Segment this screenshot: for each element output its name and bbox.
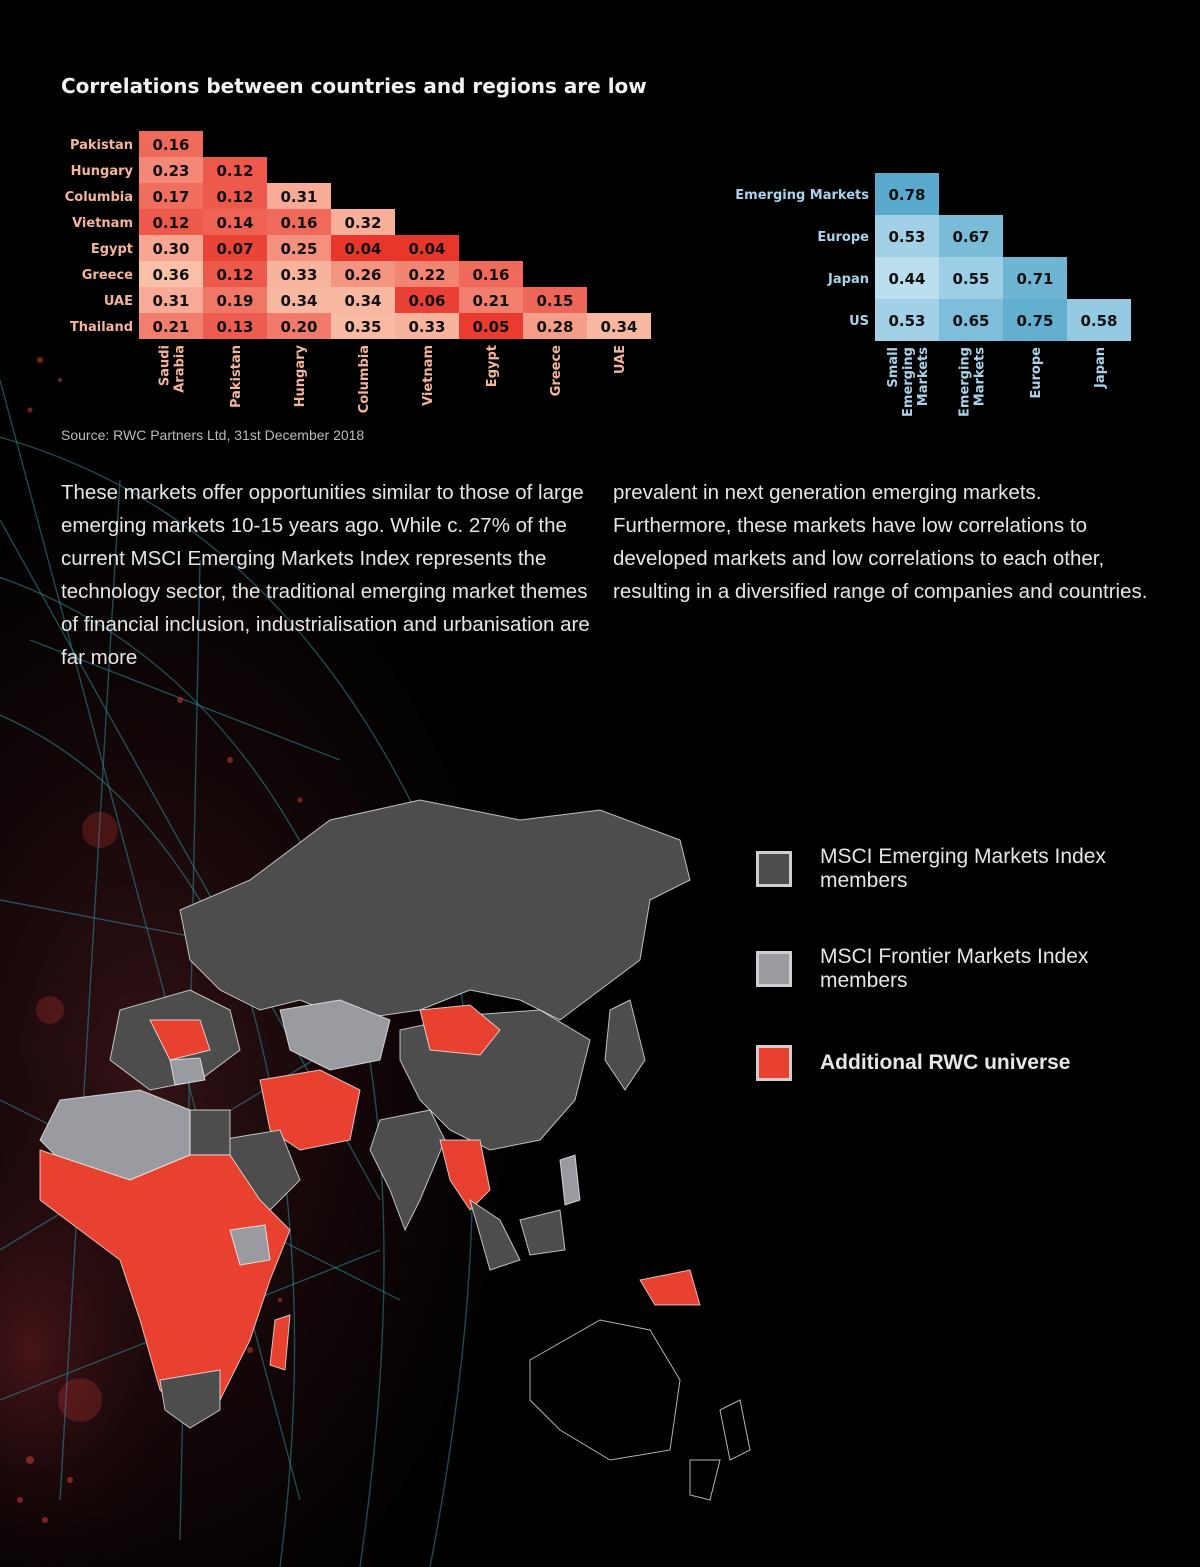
- chart-title: Correlations between countries and regions are low: [61, 74, 647, 98]
- legend-label: Additional RWC universe: [820, 1051, 1071, 1074]
- column-label: Emerging: [901, 347, 916, 417]
- legend-item: [756, 945, 1120, 993]
- cell-value: 0.32: [344, 214, 382, 232]
- cell-value: 0.53: [888, 312, 926, 330]
- cell-value: 0.23: [152, 162, 190, 180]
- column-label: Pakistan: [229, 345, 244, 409]
- legend-swatch: [756, 851, 792, 887]
- column-label: UAE: [613, 345, 628, 375]
- row-label: Egypt: [90, 242, 133, 257]
- cell-value: 0.16: [152, 136, 190, 154]
- cell-value: 0.33: [408, 318, 446, 336]
- column-label: Small: [886, 347, 901, 388]
- legend-label: MSCI Frontier Markets Index members: [820, 945, 1089, 992]
- cell-value: 0.53: [888, 228, 926, 246]
- row-label: US: [849, 314, 869, 329]
- cell-value: 0.21: [472, 292, 510, 310]
- cell-value: 0.07: [216, 240, 254, 258]
- cell-value: 0.20: [280, 318, 318, 336]
- cell-value: 0.25: [280, 240, 318, 258]
- cell-value: 0.04: [408, 240, 446, 258]
- row-label: Hungary: [70, 164, 133, 179]
- legend-swatch: [756, 951, 792, 987]
- column-label: Emerging: [957, 347, 973, 417]
- cell-value: 0.26: [344, 266, 382, 284]
- row-label: Thailand: [69, 320, 133, 335]
- cell-value: 0.16: [280, 214, 318, 232]
- row-label: Columbia: [64, 190, 133, 205]
- cell-value: 0.36: [152, 266, 190, 284]
- cell-value: 0.13: [216, 318, 254, 336]
- cell-value: 0.21: [152, 318, 190, 336]
- cell-value: 0.17: [152, 188, 190, 206]
- cell-value: 0.34: [600, 318, 638, 336]
- row-label: Greece: [81, 268, 133, 283]
- cell-value: 0.22: [408, 266, 446, 284]
- cell-value: 0.58: [1080, 312, 1118, 330]
- cell-value: 0.31: [280, 188, 318, 206]
- cell-value: 0.28: [536, 318, 574, 336]
- column-label: Hungary: [293, 345, 308, 408]
- cell-value: 0.15: [536, 292, 574, 310]
- column-label: Europe: [1029, 347, 1044, 399]
- cell-value: 0.12: [216, 162, 254, 180]
- correlation-heatmaps: [0, 0, 1200, 420]
- legend-item: [756, 1045, 1120, 1081]
- cell-value: 0.06: [408, 292, 446, 310]
- cell-value: 0.44: [888, 270, 926, 288]
- cell-value: 0.71: [1016, 270, 1054, 288]
- cell-value: 0.67: [952, 228, 990, 246]
- cell-value: 0.12: [216, 188, 254, 206]
- cell-value: 0.05: [472, 318, 510, 336]
- source-note: Source: RWC Partners Ltd, 31st December 2018: [61, 427, 365, 443]
- cell-value: 0.14: [216, 214, 254, 232]
- legend-swatch: [756, 1045, 792, 1081]
- cell-value: 0.75: [1016, 312, 1054, 330]
- cell-value: 0.33: [280, 266, 318, 284]
- body-text-right: prevalent in next generation emerging markets. Furthermore, these markets have low correlations to developed markets and low correlations to each other, resulting in a diversified range of companies and countries.: [613, 481, 1148, 603]
- cell-value: 0.34: [280, 292, 318, 310]
- row-label: Emerging Markets: [735, 188, 869, 203]
- cell-value: 0.31: [152, 292, 190, 310]
- column-label: Markets: [972, 347, 988, 407]
- cell-value: 0.16: [472, 266, 510, 284]
- cell-value: 0.30: [152, 240, 190, 258]
- row-label: Pakistan: [69, 138, 133, 153]
- legend-label: MSCI Emerging Markets Index members: [820, 845, 1106, 892]
- column-label: Greece: [549, 345, 564, 397]
- column-label: Egypt: [485, 345, 500, 388]
- cell-value: 0.65: [952, 312, 990, 330]
- cell-value: 0.78: [888, 186, 926, 204]
- column-label: Japan: [1093, 347, 1108, 388]
- row-label: UAE: [103, 294, 133, 309]
- cell-value: 0.04: [344, 240, 382, 258]
- legend-item: [756, 845, 1120, 893]
- row-label: Japan: [828, 272, 869, 287]
- column-label: Saudi: [157, 345, 173, 387]
- column-label: Vietnam: [421, 345, 436, 406]
- column-label: Arabia: [172, 345, 188, 393]
- body-text-left: These markets offer opportunities similar to those of large emerging markets 10-15 years ago. While c. 27% of the current MSCI Emerging Markets Index represents the technology sector, the traditional emerging market themes of financial inclusion, industrialisation and urbanisation are far more: [61, 481, 590, 669]
- cell-value: 0.34: [344, 292, 382, 310]
- world-map: [0, 760, 780, 1560]
- cell-value: 0.12: [152, 214, 190, 232]
- cell-value: 0.35: [344, 318, 382, 336]
- cell-value: 0.12: [216, 266, 254, 284]
- column-label: Markets: [916, 347, 931, 407]
- row-label: Vietnam: [72, 216, 133, 231]
- cell-value: 0.19: [216, 292, 254, 310]
- cell-value: 0.55: [952, 270, 990, 288]
- row-label: Europe: [817, 230, 869, 245]
- column-label: Columbia: [357, 345, 372, 414]
